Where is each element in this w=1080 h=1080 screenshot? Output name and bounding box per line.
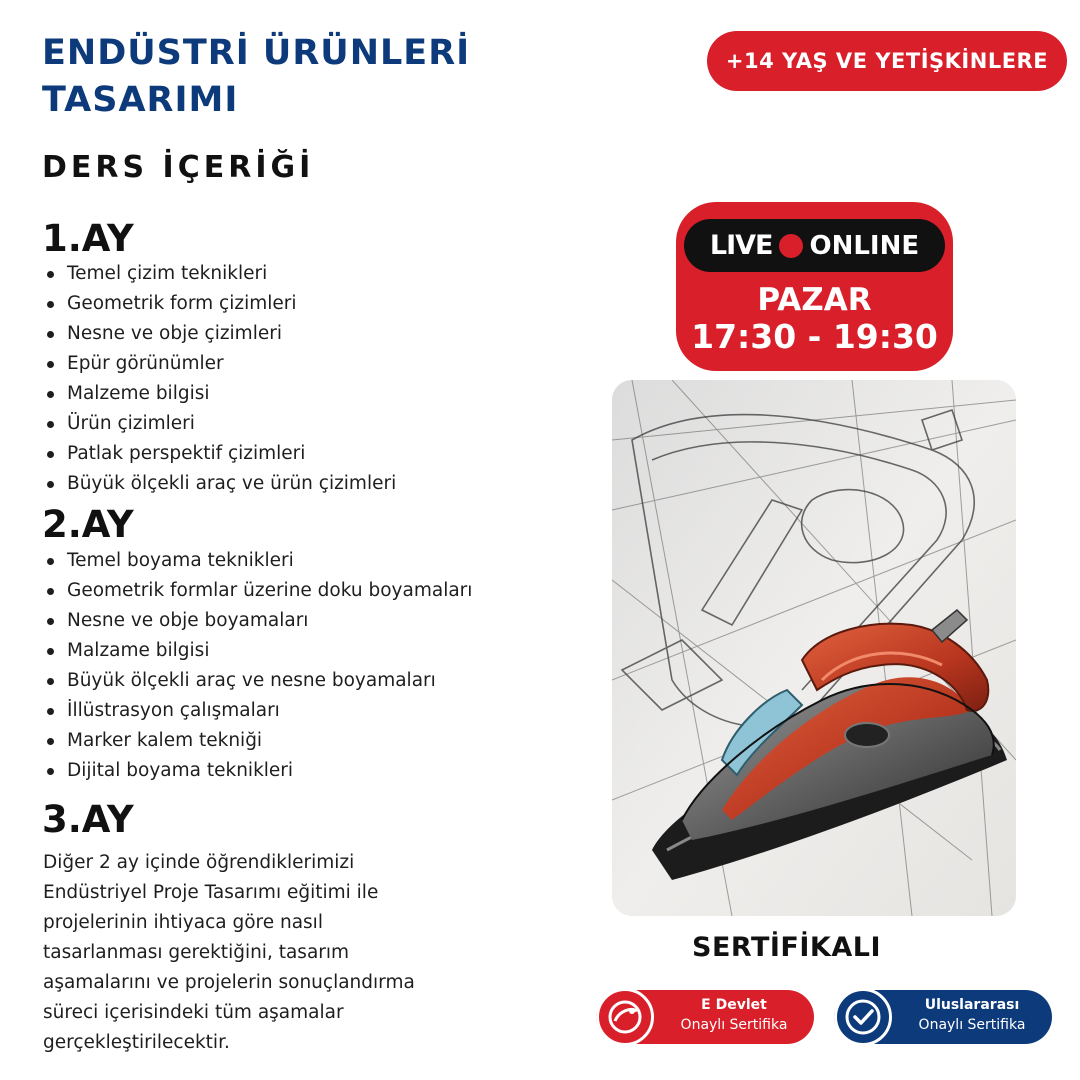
online-label: ONLINE xyxy=(809,230,920,261)
month-1-list xyxy=(45,259,396,499)
schedule-box xyxy=(676,202,953,371)
bullet-icon xyxy=(47,481,54,488)
month-2-list xyxy=(45,546,472,786)
cert-title: E Devlet xyxy=(701,997,767,1013)
month-3-title: 3.AY xyxy=(42,798,134,841)
checkmark-icon xyxy=(834,988,892,1046)
bullet-icon xyxy=(47,451,54,458)
e-devlet-certificate-badge xyxy=(596,990,814,1044)
e-devlet-logo-icon xyxy=(596,988,654,1046)
list-item: Temel çizim teknikleri xyxy=(45,259,396,289)
list-item: Büyük ölçekli araç ve ürün çizimleri xyxy=(45,469,396,499)
certified-heading: SERTİFİKALI xyxy=(692,932,881,963)
bullet-icon xyxy=(47,768,54,775)
live-label: LIVE xyxy=(709,230,773,261)
bullet-icon xyxy=(47,618,54,625)
list-item: Malzeme bilgisi xyxy=(45,379,396,409)
list-item: Büyük ölçekli araç ve nesne boyamaları xyxy=(45,666,472,696)
list-item: Geometrik formlar üzerine doku boyamaları xyxy=(45,576,472,606)
bullet-icon xyxy=(47,678,54,685)
month-2-title: 2.AY xyxy=(42,503,134,546)
month-3-description: Diğer 2 ay içinde öğrendiklerimizi Endüstriyel Proje Tasarımı eğitimi ile projelerinin ihtiyaca göre nasıl tasarlanması gerektiğini, tasarım aşamalarını ve projelerin sonuçlandırma süreci içerisindeki tüm aşamalar gerçekleştirilecektir. xyxy=(43,852,415,1053)
iron-sketch-image xyxy=(612,380,1016,916)
record-dot-icon xyxy=(779,234,803,258)
bullet-icon xyxy=(47,738,54,745)
list-item: İllüstrasyon çalışmaları xyxy=(45,696,472,726)
course-content-heading: DERS İÇERİĞİ xyxy=(42,150,315,185)
page-title xyxy=(42,30,562,124)
month-1-title: 1.AY xyxy=(42,217,134,260)
cert-subtitle: Onaylı Sertifika xyxy=(680,1017,788,1033)
schedule-day: PAZAR xyxy=(757,282,872,318)
list-item: Temel boyama teknikleri xyxy=(45,546,472,576)
bullet-icon xyxy=(47,588,54,595)
international-certificate-badge xyxy=(834,990,1052,1044)
bullet-icon xyxy=(47,361,54,368)
list-item: Epür görünümler xyxy=(45,349,396,379)
bullet-icon xyxy=(47,708,54,715)
live-online-pill xyxy=(684,219,945,272)
bullet-icon xyxy=(47,558,54,565)
list-item: Patlak perspektif çizimleri xyxy=(45,439,396,469)
bullet-icon xyxy=(47,271,54,278)
schedule-time: 17:30 - 19:30 xyxy=(691,317,938,356)
bullet-icon xyxy=(47,421,54,428)
cert-subtitle: Onaylı Sertifika xyxy=(918,1017,1026,1033)
bullet-icon xyxy=(47,301,54,308)
bullet-icon xyxy=(47,391,54,398)
list-item: Marker kalem tekniği xyxy=(45,726,472,756)
bullet-icon xyxy=(47,648,54,655)
list-item: Malzame bilgisi xyxy=(45,636,472,666)
cert-title: Uluslararası xyxy=(924,997,1020,1013)
list-item: Nesne ve obje boyamaları xyxy=(45,606,472,636)
list-item: Ürün çizimleri xyxy=(45,409,396,439)
list-item: Dijital boyama teknikleri xyxy=(45,756,472,786)
list-item: Nesne ve obje çizimleri xyxy=(45,319,396,349)
age-badge: +14 YAŞ VE YETİŞKİNLERE xyxy=(707,31,1067,91)
title-line-2: TASARIMI xyxy=(42,80,239,120)
list-item: Geometrik form çizimleri xyxy=(45,289,396,319)
title-line-1: ENDÜSTRİ ÜRÜNLERİ xyxy=(42,33,471,73)
bullet-icon xyxy=(47,331,54,338)
